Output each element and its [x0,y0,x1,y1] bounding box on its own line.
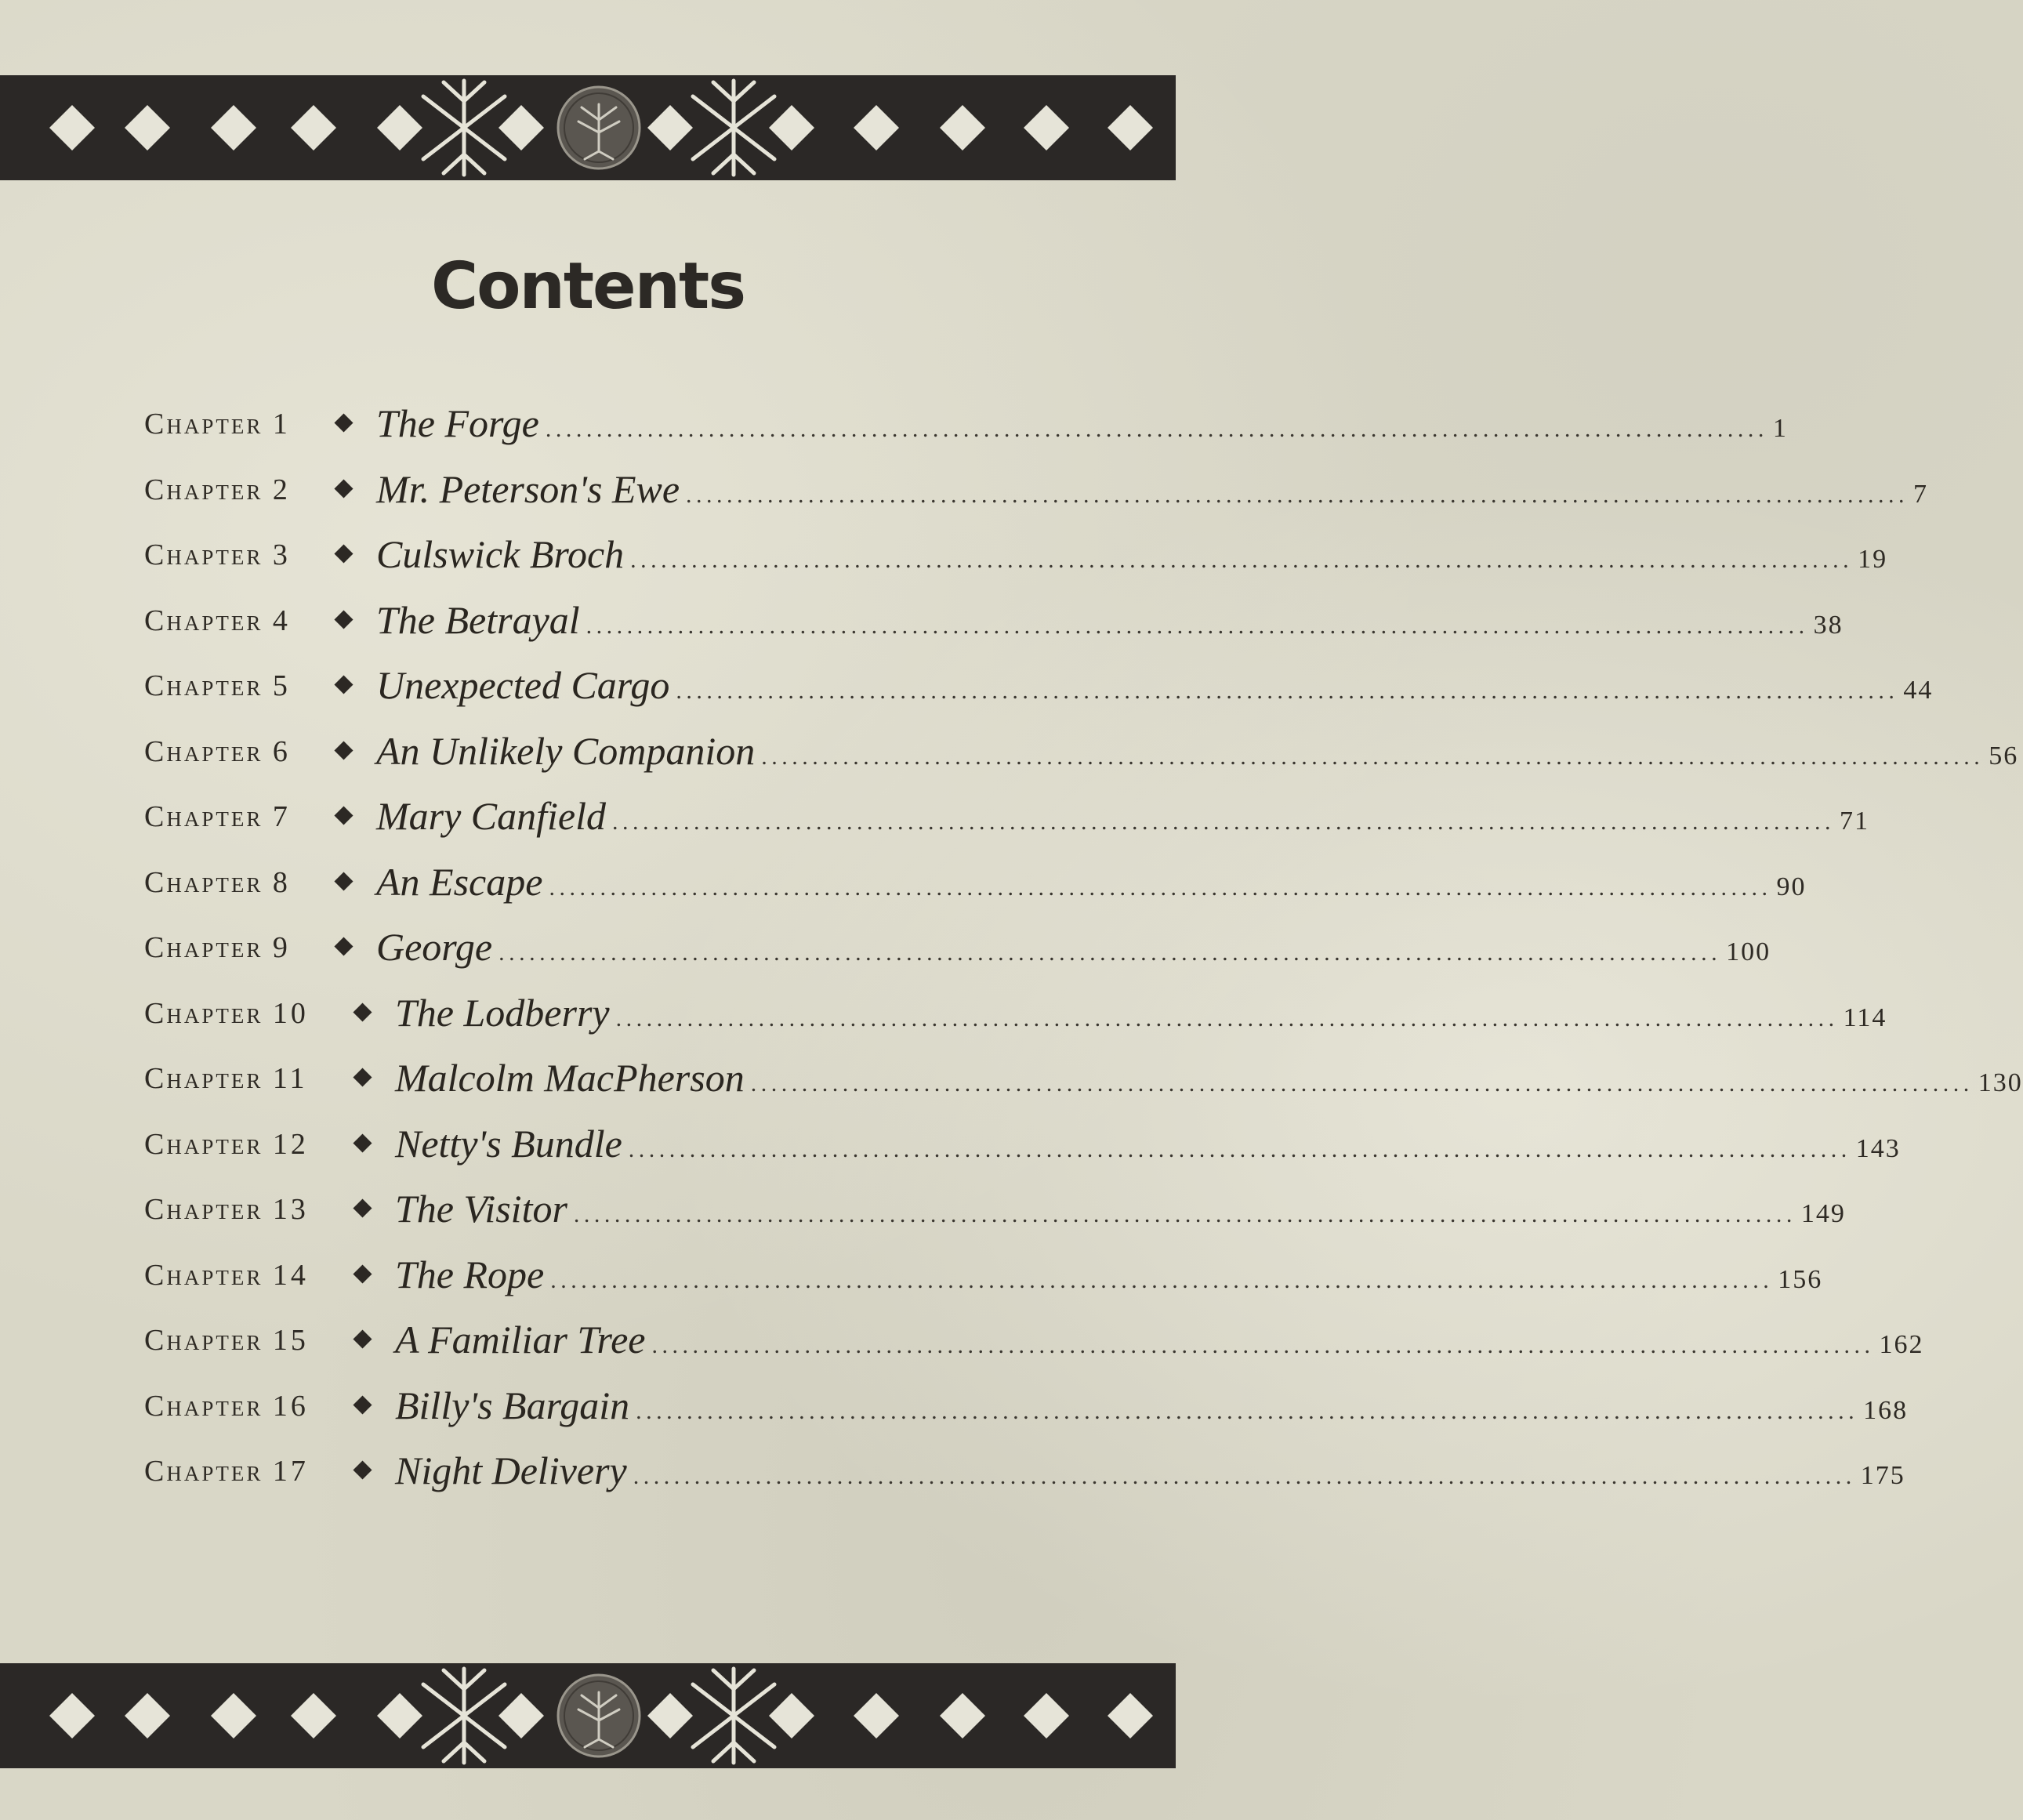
chapter-title[interactable]: Mr. Peterson's Ewe [376,467,680,511]
diamond-icon [211,1693,256,1738]
chapter-title[interactable]: Malcolm MacPherson [395,1056,745,1100]
page-number: 100 [1726,937,1771,966]
toc-entry[interactable] [144,1181,1846,1236]
chapter-label [144,799,291,834]
dot-leader: ........................................................................................................................ [636,1398,1859,1424]
chapter-word: Chapter [144,1259,263,1292]
chapter-word: Chapter [144,1193,263,1226]
page-number: 56 [1989,741,2019,770]
chapter-title[interactable]: Mary Canfield [376,794,607,838]
toc-entry-line [395,985,1887,1040]
chapter-number: 4 [272,604,291,637]
diamond-icon [125,1693,170,1738]
diamond-icon [377,1693,422,1738]
toc-entry[interactable] [144,854,1807,909]
page-number: 7 [1913,480,1929,509]
toc-entry-line [395,1312,1924,1367]
chapter-number: 12 [272,1128,309,1161]
diamond-bullet-icon [334,741,353,760]
diamond-icon [1108,1693,1153,1738]
chapter-label [144,1389,309,1423]
diamond-bullet-icon [334,479,353,498]
toc-entry-line [395,1181,1846,1236]
chapter-label [144,473,291,507]
diamond-icon [1024,1693,1069,1738]
dot-leader: ........................................................................................................................ [615,1006,1839,1031]
chapter-title[interactable]: The Forge [376,401,539,445]
page-number: 71 [1840,807,1870,836]
chapter-word: Chapter [144,866,263,899]
toc-entry-line [395,1378,1909,1433]
chapter-title[interactable]: The Visitor [395,1187,567,1231]
chapter-title[interactable]: Billy's Bargain [395,1383,630,1427]
dot-leader: ........................................................................................................................ [761,744,1985,770]
toc-entry[interactable] [144,723,2019,778]
chapter-title[interactable]: Night Delivery [395,1448,627,1492]
diamond-icon [769,1693,814,1738]
toc-entry[interactable] [144,1443,1905,1498]
diamond-bullet-icon [334,413,353,432]
page-number: 38 [1813,611,1844,640]
chapter-word: Chapter [144,604,263,637]
chapter-word: Chapter [144,800,263,833]
chapter-word: Chapter [144,669,263,702]
page-number: 156 [1778,1265,1823,1294]
toc-entry-line [376,789,1870,843]
page-number: 44 [1903,676,1934,705]
chapter-number: 6 [272,735,291,768]
diamond-icon [940,1693,985,1738]
chapter-label [144,1192,309,1227]
diamond-bullet-icon [334,675,353,694]
snowflake-icon [693,1669,774,1763]
ornament-pattern-bottom [0,1663,1176,1768]
diamond-icon [498,1693,544,1738]
page-number: 19 [1858,545,1888,574]
chapter-number: 17 [272,1455,309,1488]
chapter-label [144,996,309,1031]
diamond-bullet-icon [353,1395,372,1414]
page-number: 90 [1776,872,1807,901]
toc-entry[interactable] [144,462,1929,517]
snowflake-icon [423,1669,505,1763]
chapter-title[interactable]: Culswick Broch [376,532,625,576]
page-number: 114 [1843,1003,1887,1032]
toc-entry[interactable] [144,985,1887,1040]
chapter-label [144,1061,307,1096]
chapter-number: 15 [272,1324,309,1357]
dot-leader: ........................................................................................................................ [633,1463,1856,1489]
chapter-title[interactable]: Netty's Bundle [395,1122,622,1166]
chapter-word: Chapter [144,1455,263,1488]
toc-entry-line [395,1247,1823,1302]
dot-leader: ........................................................................................................................ [628,1137,1851,1162]
toc-entry-line [376,919,1771,974]
chapter-label [144,1323,309,1358]
chapter-title[interactable]: The Betrayal [376,598,580,642]
toc-entry[interactable] [144,527,1888,582]
chapter-number: 2 [272,473,291,506]
toc-entry[interactable] [144,1312,1924,1367]
page-number: 149 [1800,1199,1846,1228]
diamond-bullet-icon [334,610,353,629]
chapter-word: Chapter [144,1390,263,1423]
toc-entry[interactable] [144,789,1870,843]
toc-entry-line [376,396,1788,451]
diamond-bullet-icon [353,1198,372,1217]
chapter-label [144,1127,309,1162]
chapter-number: 16 [272,1390,309,1423]
diamond-bullet-icon [334,544,353,563]
diamond-bullet-icon [353,1133,372,1152]
page-number: 130 [1978,1068,2023,1097]
dot-leader: ........................................................................................................................ [550,1267,1774,1293]
toc-entry-line [376,658,1934,712]
chapter-label [144,669,291,703]
toc-entry-line [376,527,1888,582]
chapter-label [144,1258,309,1292]
chapter-number: 8 [272,866,291,899]
chapter-label [144,407,291,441]
page-number: 168 [1863,1396,1909,1425]
diamond-icon [49,1693,95,1738]
toc-entry-line [376,462,1929,517]
chapter-number: 14 [272,1259,309,1292]
dot-leader: ........................................................................................................................ [651,1332,1875,1358]
chapter-label [144,604,291,638]
dot-leader: ........................................................................................................................ [549,875,1772,901]
chapter-word: Chapter [144,408,263,440]
chapter-word: Chapter [144,538,263,571]
bottom-ornament-band [0,1663,1176,1768]
diamond-bullet-icon [353,1002,372,1021]
toc-entry-line [395,1443,1905,1498]
diamond-bullet-icon [353,1264,372,1283]
diamond-bullet-icon [334,937,353,955]
dot-leader: ........................................................................................................................ [573,1202,1796,1227]
dot-leader: ........................................................................................................................ [676,678,1899,704]
toc-entry[interactable] [144,919,1771,974]
chapter-word: Chapter [144,997,263,1030]
chapter-word: Chapter [144,735,263,768]
tree-emblem-icon [558,1675,640,1757]
diamond-icon [647,1693,693,1738]
chapter-number: 3 [272,538,291,571]
toc-entry-line [376,854,1807,909]
chapter-label [144,538,291,572]
toc-entry[interactable] [144,593,1844,647]
toc-entry-line [395,1050,2023,1105]
chapter-title[interactable]: The Lodberry [395,991,610,1035]
dot-leader: ........................................................................................................................ [686,482,1909,508]
chapter-label [144,930,291,965]
dot-leader: ........................................................................................................................ [586,613,1809,639]
toc-entry[interactable] [144,396,1788,451]
diamond-bullet-icon [334,872,353,890]
chapter-number: 5 [272,669,291,702]
diamond-icon [291,1693,336,1738]
toc-entry[interactable] [144,1050,2023,1105]
chapter-word: Chapter [144,473,263,506]
chapter-word: Chapter [144,1128,263,1161]
diamond-bullet-icon [334,806,353,825]
toc-entry[interactable] [144,1247,1823,1302]
chapter-word: Chapter [144,1324,263,1357]
diamond-bullet-icon [353,1329,372,1348]
dot-leader: ........................................................................................................................ [630,547,1854,573]
dot-leader: ........................................................................................................................ [498,940,1722,966]
dot-leader: ........................................................................................................................ [612,809,1836,835]
chapter-label [144,1454,309,1488]
page-number: 1 [1772,414,1788,443]
chapter-number: 13 [272,1193,309,1226]
chapter-title[interactable]: The Rope [395,1253,545,1296]
toc-entry[interactable] [144,1378,1909,1433]
toc-entry-line [376,593,1844,647]
chapter-title[interactable]: Unexpected Cargo [376,663,670,707]
diamond-bullet-icon [353,1460,372,1479]
dot-leader: ........................................................................................................................ [545,416,1768,442]
toc-entry-line [395,1116,1901,1171]
chapter-title[interactable]: George [376,925,493,969]
diamond-bullet-icon [353,1068,372,1086]
page-title: Contents [430,249,745,324]
chapter-number: 7 [272,800,291,833]
chapter-number: 11 [272,1062,308,1095]
chapter-title[interactable]: An Escape [376,860,543,904]
chapter-number: 10 [272,997,309,1030]
chapter-number: 9 [272,931,291,964]
page-number: 175 [1860,1461,1905,1490]
dot-leader: ........................................................................................................................ [750,1071,1974,1097]
toc-entry-line [376,723,2019,778]
page-number: 162 [1879,1330,1924,1359]
chapter-label [144,865,291,900]
diamond-icon [854,1693,899,1738]
toc-entry[interactable] [144,658,1934,712]
page-number: 143 [1855,1134,1901,1163]
chapter-title[interactable]: An Unlikely Companion [376,729,756,773]
toc-entry[interactable] [144,1116,1901,1171]
chapter-label [144,734,291,769]
chapter-word: Chapter [144,931,263,964]
chapter-word: Chapter [144,1062,263,1095]
chapter-number: 1 [272,408,291,440]
chapter-title[interactable]: A Familiar Tree [395,1318,646,1361]
